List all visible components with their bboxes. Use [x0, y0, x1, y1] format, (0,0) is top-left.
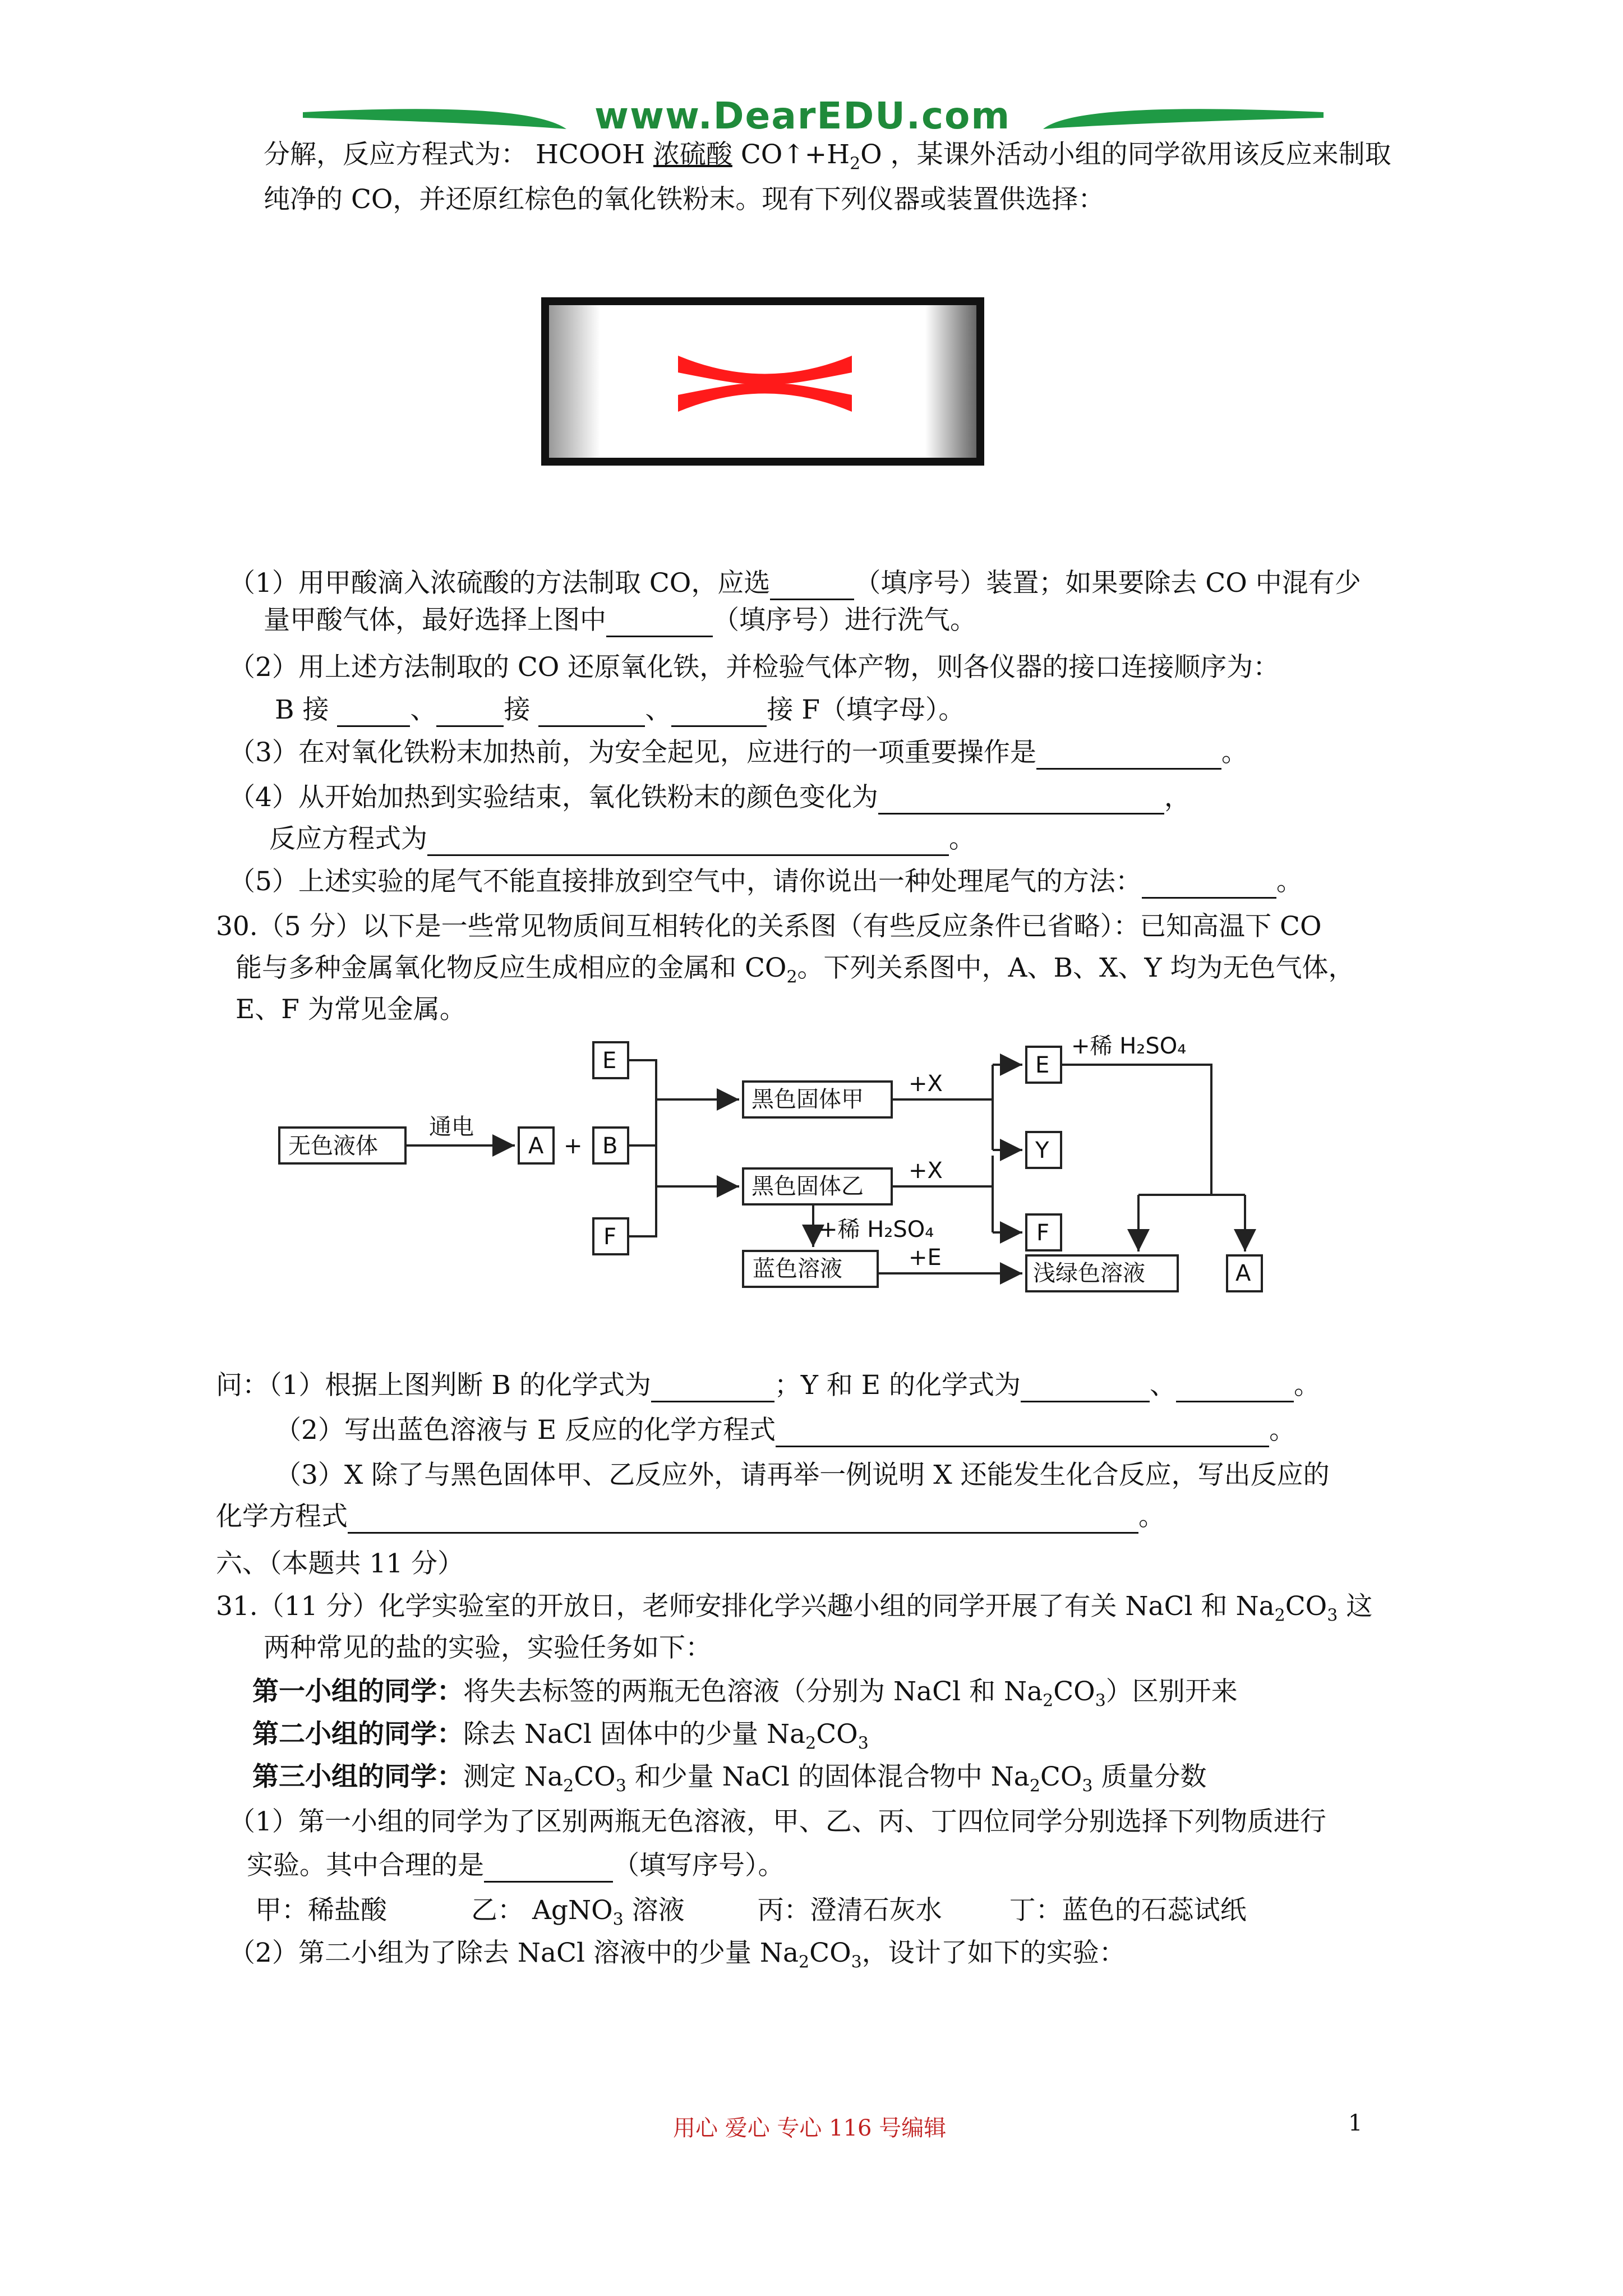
- label-plus-h2so4-top: +稀 H₂SO₄: [1071, 1033, 1187, 1059]
- node-green-solution: 浅绿色溶液: [1033, 1260, 1145, 1286]
- ask-3a: （3）X 除了与黑色固体甲、乙反应外，请再举一例说明 X 还能发生化合反应，写出反应的: [275, 1460, 1330, 1490]
- problem-30-line2: 能与多种金属氧化物反应生成相应的金属和 $CO_2$。下列关系图中，A、B、X、Y 均为无色气体，: [236, 953, 1355, 987]
- problem-30-line1: 30.（5 分）以下是一些常见物质间互相转化的关系图（有些反应条件已省略）：已知高温下 CO: [216, 911, 1322, 942]
- question-1b: 量甲酸气体，最好选择上图中 （填序号）进行洗气。: [264, 604, 976, 637]
- node-solid-jia: 黑色固体甲: [751, 1087, 864, 1112]
- node-y: Y: [1035, 1138, 1049, 1163]
- question-4b: 反应方程式为 。: [269, 822, 975, 856]
- node-solid-yi: 黑色固体乙: [751, 1174, 864, 1199]
- node-a-right: A: [1235, 1260, 1251, 1286]
- group-3-task: 第三小组的同学：测定 $Na_2CO_3$ 和少量 NaCl 的固体混合物中 $Na_2CO_3$ 质量分数: [252, 1761, 1207, 1796]
- page-number: 1: [1348, 2110, 1363, 2136]
- footer-note: 用心 爱心 专心 116 号编辑: [673, 2115, 947, 2141]
- sub-question-1b: 实验。其中合理的是 （填写序号）。: [247, 1849, 785, 1883]
- label-plus-e: +E: [909, 1245, 942, 1271]
- question-4a: （4）从开始加热到实验结束，氧化铁粉末的颜色变化为 ，: [229, 781, 1191, 815]
- problem-31-line2: 两种常见的盐的实验，实验任务如下：: [264, 1632, 712, 1663]
- group-1-task: 第一小组的同学：将失去标签的两瓶无色溶液（分别为 NaCl 和 $Na_2CO_3$）区别开来: [252, 1676, 1238, 1711]
- node-e-left: E: [602, 1048, 617, 1074]
- reaction-diagram: [264, 1027, 1295, 1307]
- broken-image-placeholder: [541, 297, 984, 466]
- label-plus-x-bottom: +X: [909, 1158, 943, 1184]
- node-blue-solution: 蓝色溶液: [753, 1256, 842, 1282]
- site-logo: www.DearEDU.com: [594, 94, 1011, 137]
- broken-image-icon: [672, 339, 857, 429]
- question-2a: （2）用上述方法制取的 CO 还原氧化铁，并检验气体产物，则各仪器的接口连接顺序为：: [229, 652, 1280, 683]
- section-6-heading: 六、（本题共 11 分）: [216, 1548, 464, 1579]
- intro-line: 纯净的 CO，并还原红棕色的氧化铁粉末。现有下列仪器或装置供选择：: [264, 184, 1105, 215]
- label-plus-x-top: +X: [909, 1071, 943, 1097]
- ask-2: （2）写出蓝色溶液与 E 反应的化学方程式 。: [275, 1414, 1295, 1447]
- problem-30-line3: E、F 为常见金属。: [236, 994, 466, 1025]
- node-b: B: [602, 1133, 618, 1159]
- node-f-left: F: [603, 1224, 617, 1250]
- ask-3b: 化学方程式 。: [216, 1500, 1165, 1534]
- options-row: 甲：稀盐酸 乙： AgNO$_3$ 溶液 丙：澄清石灰水 丁：蓝色的石蕊试纸: [255, 1895, 1247, 1930]
- label-electrolysis: 通电: [429, 1114, 474, 1140]
- equation-line: 分解，反应方程式为： HCOOH 浓硫酸 $CO↑+H_2O$ ，某课外活动小组的同学欲用该反应来制取: [264, 139, 1391, 174]
- label-plus: +: [564, 1133, 583, 1159]
- label-plus-h2so4-mid: +稀 H₂SO₄: [819, 1217, 934, 1243]
- question-5: （5）上述实验的尾气不能直接排放到空气中，请你说出一种处理尾气的方法： 。: [229, 865, 1303, 899]
- ask-1: 问：（1）根据上图判断 B 的化学式为 ；Y 和 E 的化学式为 、 。: [216, 1369, 1320, 1402]
- question-1a: （1）用甲酸滴入浓硫酸的方法制取 CO，应选 （填序号）装置；如果要除去 CO 中混有少: [229, 567, 1361, 600]
- question-2b: B 接 、 接 、 接 F（填字母）。: [275, 693, 965, 727]
- sub-question-2: （2）第二小组为了除去 NaCl 溶液中的少量 $Na_2CO_3$，设计了如下的实验：: [229, 1938, 1126, 1972]
- node-f-right: F: [1036, 1220, 1050, 1246]
- node-e-right: E: [1035, 1052, 1050, 1078]
- sub-question-1a: （1）第一小组的同学为了区别两瓶无色溶液，甲、乙、丙、丁四位同学分别选择下列物质进行: [229, 1806, 1326, 1837]
- question-3: （3）在对氧化铁粉末加热前，为安全起见，应进行的一项重要操作是 。: [229, 736, 1248, 770]
- group-2-task: 第二小组的同学：除去 NaCl 固体中的少量 $Na_2CO_3$: [252, 1719, 869, 1754]
- node-liquid: 无色液体: [288, 1133, 378, 1159]
- node-a: A: [528, 1133, 544, 1159]
- problem-31-line1: 31.（11 分）化学实验室的开放日，老师安排化学兴趣小组的同学开展了有关 NaCl 和 $Na_2CO_3$ 这: [216, 1591, 1373, 1626]
